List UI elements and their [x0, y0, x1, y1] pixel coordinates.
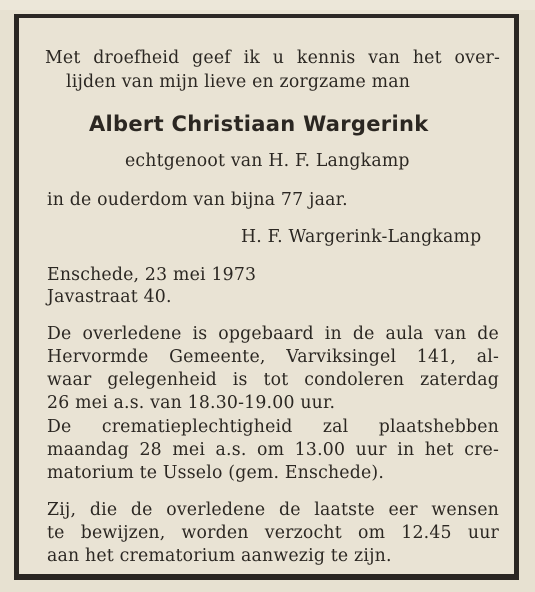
place-date: Enschede, 23 mei 1973	[47, 265, 257, 285]
age-line: in de ouderdom van bijna 77 jaar.	[47, 190, 348, 210]
viewing-paragraph-line: waar gelegenheid is tot condoleren zaterdag	[47, 370, 499, 390]
intro-line: Met droefheid geef ik u kennis van het over-	[45, 48, 500, 68]
cremation-paragraph-line: De crematieplechtigheid zal plaatshebben	[47, 417, 499, 437]
viewing-paragraph-line: 26 mei a.s. van 18.30-19.00 uur.	[47, 393, 336, 413]
address: Javastraat 40.	[47, 287, 172, 307]
spouse-line: echtgenoot van H. F. Langkamp	[125, 151, 410, 171]
cremation-paragraph-line: matorium te Usselo (gem. Enschede).	[47, 463, 385, 483]
tribute-paragraph-line: aan het crematorium aanwezig te zijn.	[47, 546, 392, 566]
intro-line: lijden van mijn lieve en zorgzame man	[66, 72, 411, 92]
death-notice	[14, 14, 519, 580]
viewing-paragraph-line: De overledene is opgebaard in de aula van de	[47, 324, 499, 344]
deceased-name: Albert Christiaan Wargerink	[89, 112, 429, 136]
tribute-paragraph-line: Zij, die de overledene de laatste eer wensen	[47, 500, 499, 520]
viewing-paragraph-line: Hervormde Gemeente, Varviksingel 141, al-	[47, 347, 499, 367]
page-edge	[0, 0, 535, 10]
tribute-paragraph-line: te bewijzen, worden verzocht om 12.45 uur	[47, 523, 499, 543]
signatory: H. F. Wargerink-Langkamp	[241, 227, 482, 247]
cremation-paragraph-line: maandag 28 mei a.s. om 13.00 uur in het cre-	[47, 440, 499, 460]
